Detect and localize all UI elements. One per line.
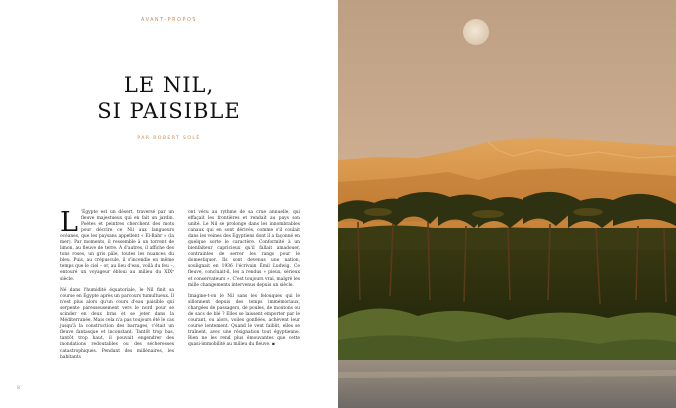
- paragraph: Né dans l'humidité équatoriale, le Nil finit sa course en Égypte après un parcours tumultueux. Il n'est plus alors qu'un cours d'eau paisible qui serpente paresseusement vers le nord pour se scinder en deux bras et se jeter dans la Méditerranée. Mais cela n'a pas toujours été le cas jusqu'à la construction des barrages, c'était un fleuve fantasque et inconstant. Tantôt trop bas, tantôt trop haut, il pouvait engendrer des inondations redoutables ou des sécheresses catastrophiques. Pendant des millénaires, les habitants: [60, 288, 174, 360]
- article-title: [0, 72, 338, 124]
- paragraph: [60, 207, 174, 283]
- title-line-2: SI PAISIBLE: [97, 99, 241, 123]
- nile-water: [338, 360, 676, 408]
- nile-photograph: [338, 0, 676, 408]
- text-column-2: [188, 210, 300, 349]
- page-number: 8: [17, 386, 20, 391]
- paragraph: Imagine-t-on le Nil sans les felouques qui le sillonnent depuis des temps immémoriaux, chargées de passagers, de poules, de moutons ou de sacs de blé ? Elles se laissent emporter par le courant, ou alors, voiles gonflées, achèvent leur course lentement. Quand le vent faiblit, elles se traînent, avec une résignation tout égyptienne. Rien ne les rend plus émouvantes que cette quasi-immobilité au milieu du fleuve. ▪: [188, 294, 300, 348]
- palm-trees: [338, 192, 676, 250]
- byline: PAR ROBERT SOLÉ: [137, 136, 201, 141]
- title-line-1: LE NIL,: [123, 73, 215, 97]
- text-column-1: [60, 207, 174, 361]
- right-page: [338, 0, 676, 408]
- drop-cap: L: [60, 207, 78, 238]
- section-kicker: AVANT-PROPOS: [141, 18, 197, 23]
- paragraph: ont vécu au rythme de sa crue annuelle, qui effaçait les frontières et rendait au pays son unité. Le Nil se prolonge dans les innombrables canaux qui en sont dérivés, comme s'il coulait dans les veines des Égyptiens dont il a façonné en quelque sorte le caractère. Conformité à un bienfaiteur capricieux qu'il fallait amadouer, contraintes de serrer les rangs pour le domestiquer. Ils sont devenus une nation, soulignait en 1936 l'écrivain Émil Ludwig. Ce fleuve, concluait-il, les a rendus « pieux, sérieux et conservateurs ». C'est toujours vrai, malgré les mille changements intervenus depuis un siècle.: [188, 210, 300, 288]
- moon: [463, 19, 489, 45]
- paragraph-text: 'Égypte est un désert, traversé par un fleuve majestueux qui en fait un jardin. Poètes et peintres cherchent des mots pour décrire ce Nil aux langueurs océanes, que les paysans appellent « El-Bahr » (la mer). Par moments, il ressemble à un torrent de limon, au fleuve de terre. À d'autres, il affiche des tons roses, un gris pâle, toutes les nuances du bleu. Puis, au crépuscule, il s'incendie en même temps que le ciel – or, au lieu d'eau, voilà du feu –, entouré un voyageur ébloui au milieu du XIXᵉ siècle.: [60, 210, 174, 282]
